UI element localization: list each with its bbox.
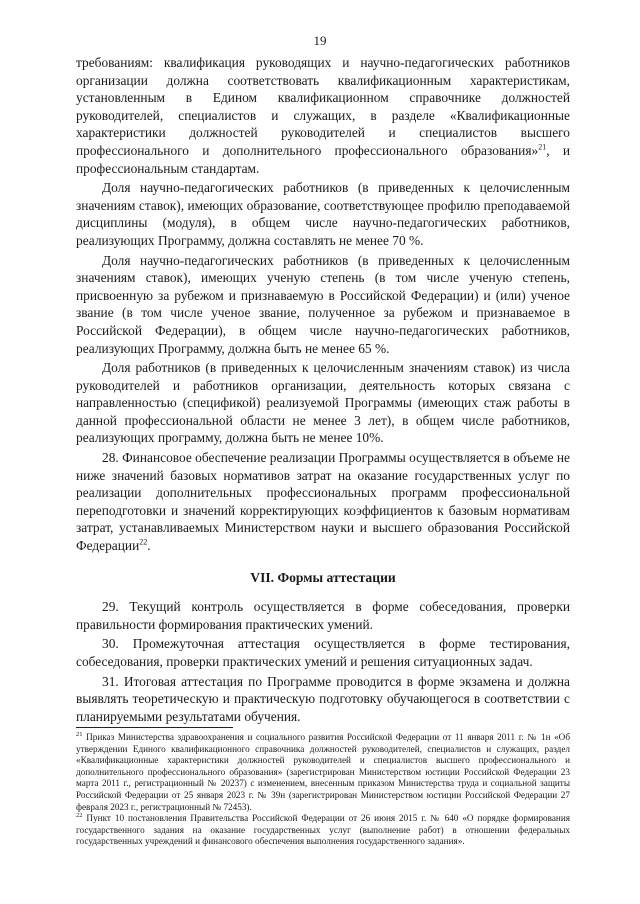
paragraph-financing: 28. Финансовое обеспечение реализации Программы осуществляется в объеме не ниже значений базовых нормативов затрат на оказание государственных услуг по реализации дополнительных профессиональных программ профессиональной переподготовки и значений корректирующих коэффициентов к базовым нормативам затрат, устанавливаемых Министерством науки и высшего образования Российской Федерации$^{22}$. [76,450,570,554]
footnotes [76,732,570,848]
footnote-22: $^{22}$ Пункт 10 постановления Правительства Российской Федерации от 26 июня 2015 г. № 640 «О порядке формирования государственного задания на оказание государственных услуг (выполнение работ) в отношении федеральных государственных учреждений и финансового обеспечения выполнения государственного задания». [76,812,570,847]
footnote-ref-22: 22 [139,537,148,547]
paragraph-share-practitioners: Доля работников (в приведенных к целочисленным значениям ставок) из числа руководителей и работников организации, деятельность которых связана с направленностью (спецификой) реализуемой Программы (имеющих стаж работы в данной профессиональной области не менее 3 лет), в общем числе работников, реализующих программу, должна быть не менее 10%. [76,360,570,446]
document-body [76,54,570,727]
paragraph-share-degree: Доля научно-педагогических работников (в приведенных к целочисленным значениям ставок), имеющих ученую степень (в том числе ученую степень, присвоенную за рубежом и признаваемую в Российской Федерации) и (или) ученое звание (в том числе ученое звание, полученное за рубежом и признаваемое в Российской Федерации), в общем числе научно-педагогических работников, реализующих Программу, должна быть не менее 65 %. [76,252,570,356]
paragraph-share-profile: Доля научно-педагогических работников (в приведенных к целочисленным значениям ставок), имеющих образование, соответствующее профилю преподаваемой дисциплины (модуля), в общем числе научно-педагогических работников, реализующих Программу, должна составлять не менее 70 %. [76,180,570,248]
footnote-21: $^{21}$ Приказ Министерства здравоохранения и социального развития Российской Федерации от 11 января 2011 г. № 1н «Об утверждении Единого квалификационного справочника должностей руководителей, специалистов и служащих, раздел «Квалификационные характеристики должностей руководителей и специалистов высшего профессионального и дополнительного профессионального образования» (зарегистрирован Министерством юстиции Российской Федерации 23 марта 2011 г., регистрационный № 20237) с изменением, внесенным приказом Министерства труда и социальной защиты Российской Федерации от 25 января 2023 г. № 39н (зарегистрирован Министерством юстиции Российской Федерации 27 февраля 2023 г., регистрационный № 72453). [76,730,570,812]
paragraph-current-control: 29. Текущий контроль осуществляется в форме собеседования, проверки правильности формирования практических умений. [76,599,570,632]
section-heading: VII. Формы аттестации [250,569,396,585]
footnote-separator [76,727,233,728]
page-number: 19 [313,33,327,48]
paragraph-qualification: требованиям: квалификация руководящих и научно-педагогических работников организации должна соответствовать квалификационным характеристикам, установленным в Едином квалификационном справочнике должностей руководителей, специалистов и служащих, в разделе «Квалификационные характеристики должностей руководителей и специалистов высшего профессионального и дополнительного профессионального образования»$^{21}$, и профессиональным стандартам. [76,55,570,176]
paragraph-final-attestation: 31. Итоговая аттестация по Программе проводится в форме экзамена и должна выявлять теоретическую и практическую подготовку обучающегося в соответствии с планируемыми результатами обучения. [76,673,570,724]
footnote-ref-21: 21 [538,142,547,152]
paragraph-intermediate-attestation: 30. Промежуточная аттестация осуществляется в форме тестирования, собеседования, проверки практических умений и решения ситуационных задач. [76,636,570,669]
